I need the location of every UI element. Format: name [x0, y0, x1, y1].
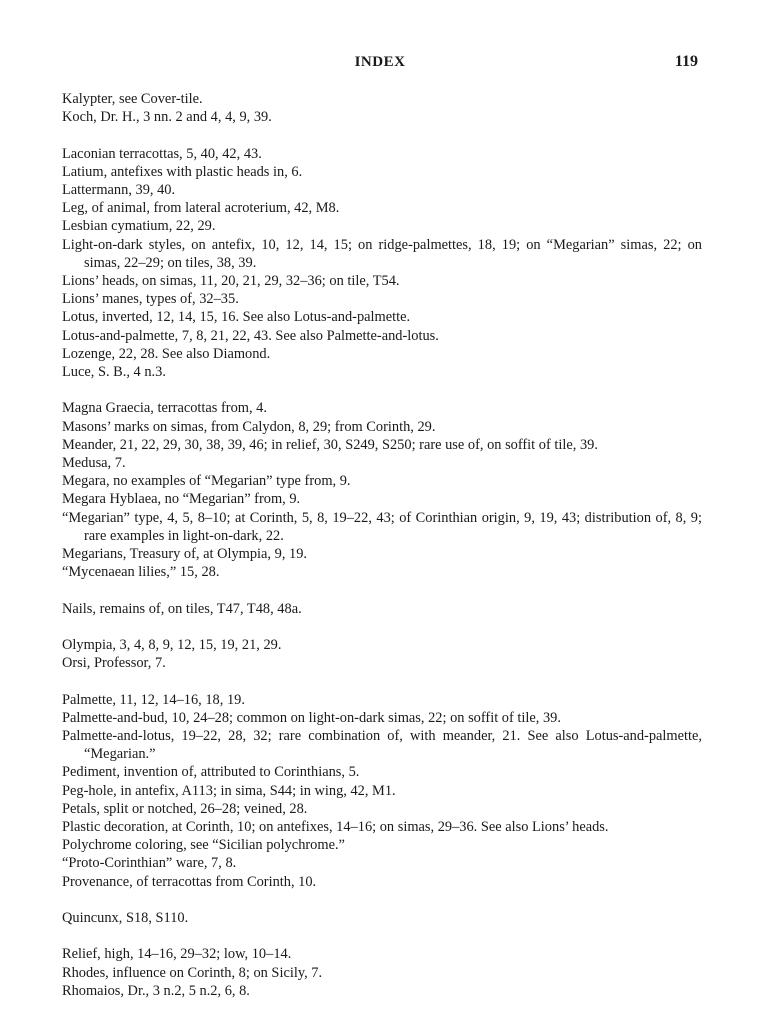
index-entry: Lotus, inverted, 12, 14, 15, 16. See also Lotus-and-palmette.	[62, 309, 411, 326]
index-entry: Megarians, Treasury of, at Olympia, 9, 19.	[62, 546, 308, 563]
index-entry: “Megarian” type, 4, 5, 8–10; at Corinth, 5, 8, 19–22, 43; of Corinthian origin, 9, 19, 43; distribution of, 8, 9; rare examples in light-on-dark, 22.	[62, 509, 702, 544]
index-entry: Petals, split or notched, 26–28; veined, 28.	[62, 800, 308, 817]
index-group-p	[62, 691, 702, 891]
page-title: INDEX	[354, 54, 406, 70]
index-entry: Masons’ marks on simas, from Calydon, 8, 29; from Corinth, 29.	[62, 418, 436, 435]
index-body	[62, 90, 702, 1018]
index-entry: Palmette-and-bud, 10, 24–28; common on light-on-dark simas, 22; on soffit of tile, 39.	[62, 709, 561, 726]
index-entry: Lattermann, 39, 40.	[62, 182, 176, 198]
index-entry: Palmette, 11, 12, 14–16, 18, 19.	[62, 691, 245, 708]
index-entry: Leg, of animal, from lateral acroterium, 42, M8.	[62, 200, 340, 217]
index-entry: Meander, 21, 22, 29, 30, 38, 39, 46; in relief, 30, S249, S250; rare use of, on soffit of tile, 39.	[62, 436, 598, 453]
index-entry: Kalypter, see Cover-tile.	[62, 91, 203, 107]
index-entry: Megara, no examples of “Megarian” type from, 9.	[62, 473, 351, 490]
index-entry: Relief, high, 14–16, 29–32; low, 10–14.	[62, 946, 292, 963]
index-entry: “Proto-Corinthian” ware, 7, 8.	[62, 855, 237, 872]
page-number: 119	[674, 53, 698, 70]
index-entry: Nails, remains of, on tiles, T47, T48, 48a.	[62, 600, 302, 617]
index-group-m	[62, 399, 702, 581]
index-entry: Plastic decoration, at Corinth, 10; on antefixes, 14–16; on simas, 29–36. See also Lions’ heads.	[62, 819, 609, 836]
index-entry: Lotus-and-palmette, 7, 8, 21, 22, 43. See also Palmette-and-lotus.	[62, 327, 439, 344]
index-entry: Palmette-and-lotus, 19–22, 28, 32; rare combination of, with meander, 21. See also Lotus-and-palmette, “Megarian.”	[62, 728, 702, 763]
index-entry: Rhomaios, Dr., 3 n.2, 5 n.2, 6, 8.	[62, 982, 250, 999]
index-entry: Laconian terracottas, 5, 40, 42, 43.	[62, 145, 262, 162]
index-group-r	[62, 945, 702, 1000]
index-entry: Megara Hyblaea, no “Megarian” from, 9.	[62, 491, 301, 508]
index-entry: Polychrome coloring, see “Sicilian polychrome.”	[62, 837, 345, 854]
index-entry: Pediment, invention of, attributed to Corinthians, 5.	[62, 764, 360, 781]
index-entry: Orsi, Professor, 7.	[62, 655, 166, 672]
index-entry: Rhodes, influence on Corinth, 8; on Sicily, 7.	[62, 964, 323, 981]
index-group-o	[62, 636, 702, 672]
index-entry: Lozenge, 22, 28. See also Diamond.	[62, 345, 271, 362]
index-group-l	[62, 145, 702, 382]
index-entry: Luce, S. B., 4 n.3.	[62, 364, 166, 381]
index-group-n	[62, 600, 702, 618]
running-head	[62, 54, 698, 78]
index-entry: “Mycenaean lilies,” 15, 28.	[62, 564, 220, 581]
index-entry: Lions’ heads, on simas, 11, 20, 21, 29, 32–36; on tile, T54.	[62, 273, 400, 290]
index-entry: Lions’ manes, types of, 32–35.	[62, 291, 239, 308]
index-group-q	[62, 909, 702, 927]
index-entry: Latium, antefixes with plastic heads in, 6.	[62, 163, 303, 180]
index-entry: Koch, Dr. H., 3 nn. 2 and 4, 4, 9, 39.	[62, 109, 272, 126]
index-entry: Medusa, 7.	[62, 455, 126, 472]
index-entry: Provenance, of terracottas from Corinth, 10.	[62, 873, 317, 890]
index-entry: Magna Graecia, terracottas from, 4.	[62, 400, 267, 417]
index-group-k	[62, 90, 702, 126]
index-entry: Quincunx, S18, S110.	[62, 910, 189, 927]
index-entry: Peg-hole, in antefix, A113; in sima, S44; in wing, 42, M1.	[62, 782, 396, 799]
index-entry: Light-on-dark styles, on antefix, 10, 12, 14, 15; on ridge-palmettes, 18, 19; on “Megarian” simas, 22; on simas, 22–29; on tiles, 38, 39.	[62, 236, 702, 271]
index-entry: Olympia, 3, 4, 8, 9, 12, 15, 19, 21, 29.	[62, 637, 282, 654]
index-entry: Lesbian cymatium, 22, 29.	[62, 218, 216, 235]
